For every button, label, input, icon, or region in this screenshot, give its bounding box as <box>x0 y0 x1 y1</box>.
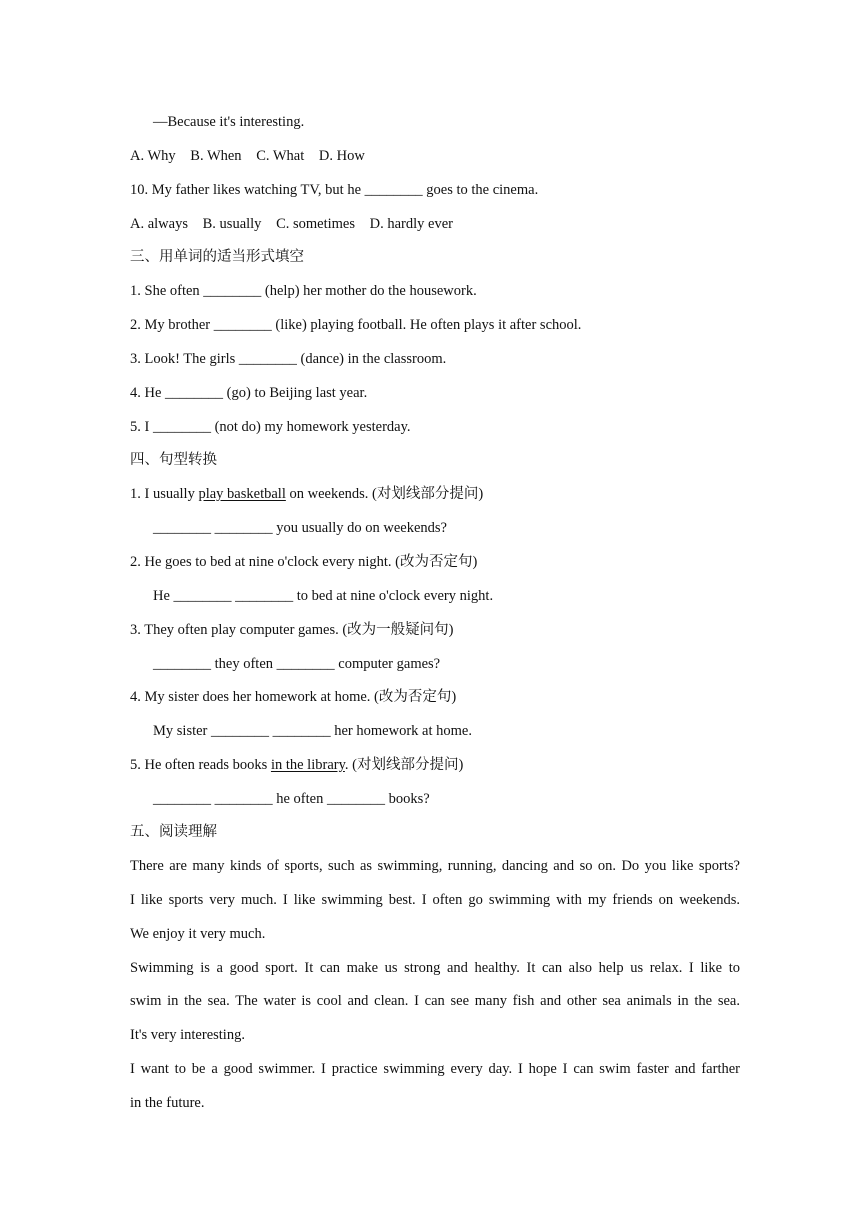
q10-option-a: A. always <box>130 216 188 232</box>
section4-q5-answer: ________ ________ he often ________ books? <box>153 791 430 807</box>
section4-q4-answer: My sister ________ ________ her homework at home. <box>153 723 472 739</box>
passage-p3-line-2: in the future. <box>130 1095 205 1111</box>
section3-item-2: 2. My brother ________ (like) playing football. He often plays it after school. <box>130 317 582 333</box>
section4-q5-after: . (对划线部分提问) <box>344 757 464 773</box>
q9-option-b: B. When <box>190 148 242 164</box>
section3-item-3: 3. Look! The girls ________ (dance) in the classroom. <box>130 351 447 367</box>
section4-q1-before: 1. I usually <box>130 486 199 502</box>
section3-item-4: 4. He ________ (go) to Beijing last year. <box>130 385 368 401</box>
passage-text: swim in the sea. The water is cool and clean. I can see many fish and other sea animals in the sea. <box>130 993 740 1009</box>
section4-q2-answer: He ________ ________ to bed at nine o'clock every night. <box>153 588 494 604</box>
section4-q1-after: on weekends. (对划线部分提问) <box>285 486 484 502</box>
section5-heading: 五、阅读理解 <box>130 824 217 840</box>
q10-option-c: C. sometimes <box>276 216 356 232</box>
passage-p1-line-3: We enjoy it very much. <box>130 926 266 942</box>
passage-text: There are many kinds of sports, such as swimming, running, dancing and so on. Do you like sports? <box>130 858 740 874</box>
section4-q5 <box>130 755 463 775</box>
q10-question: 10. My father likes watching TV, but he ________ goes to the cinema. <box>130 182 539 198</box>
section4-q1 <box>130 484 483 504</box>
section4-q5-before: 5. He often reads books <box>130 757 271 773</box>
passage-p2-line-3: It's very interesting. <box>130 1027 245 1043</box>
section4-q1-answer: ________ ________ you usually do on weekends? <box>153 520 447 536</box>
q9-option-a: A. Why <box>130 148 176 164</box>
section4-q2: 2. He goes to bed at nine o'clock every night. (改为否定句) <box>130 554 478 570</box>
q9-option-c: C. What <box>256 148 305 164</box>
passage-p3-line-1 <box>130 1059 740 1079</box>
passage-text: Swimming is a good sport. It can make us strong and healthy. It can also help us relax. I like to <box>130 960 740 976</box>
passage-text: I want to be a good swimmer. I practice swimming every day. I hope I can swim faster and farther <box>130 1061 740 1077</box>
section4-q1-underlined: play basketball <box>198 486 286 502</box>
section3-item-1: 1. She often ________ (help) her mother do the housework. <box>130 283 477 299</box>
q10-options <box>130 214 464 234</box>
section4-q4: 4. My sister does her homework at home. (改为否定句) <box>130 689 457 705</box>
passage-p2-line-2 <box>130 991 740 1011</box>
section4-heading: 四、句型转换 <box>130 452 217 468</box>
passage-p1-line-2 <box>130 890 740 910</box>
q10-option-d: D. hardly ever <box>369 216 453 232</box>
section4-q3: 3. They often play computer games. (改为一般疑问句) <box>130 622 454 638</box>
section4-q5-underlined: in the library <box>270 757 345 773</box>
section3-heading: 三、用单词的适当形式填空 <box>130 249 304 265</box>
q9-option-d: D. How <box>318 148 365 164</box>
passage-p1-line-1 <box>130 856 740 876</box>
q10-option-b: B. usually <box>202 216 262 232</box>
q9-options <box>130 146 376 166</box>
passage-text: I like sports very much. I like swimming best. I often go swimming with my friends on weekends. <box>130 892 740 908</box>
section3-item-5: 5. I ________ (not do) my homework yesterday. <box>130 419 411 435</box>
section4-q3-answer: ________ they often ________ computer games? <box>153 656 441 672</box>
q9-answer: —Because it's interesting. <box>153 114 305 130</box>
passage-p2-line-1 <box>130 958 740 978</box>
